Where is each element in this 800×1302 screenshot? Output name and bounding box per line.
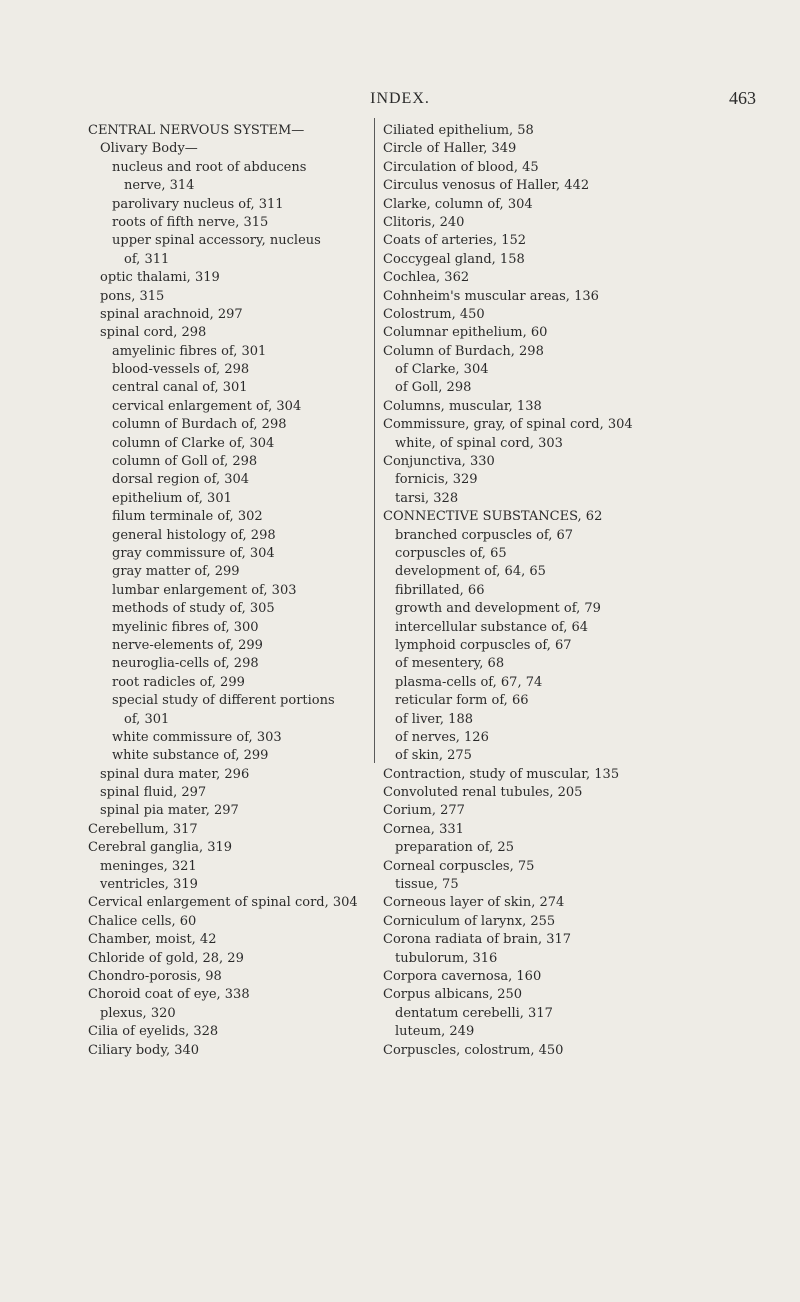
index-entry: neuroglia-cells of, 298 [112,656,259,672]
index-column-left [88,122,376,1060]
index-entry: Cilia of eyelids, 328 [88,1024,219,1040]
index-entry: spinal cord, 298 [100,325,207,341]
index-entry: plexus, 320 [100,1005,176,1021]
index-entry: development of, 64, 65 [395,564,546,580]
index-column-right [383,122,718,1060]
index-entry: column of Goll of, 298 [112,454,258,470]
index-entry: preparation of, 25 [395,840,514,856]
index-entry: of Clarke, 304 [395,362,489,378]
index-entry: Corium, 277 [383,803,465,819]
index-entry: Chalice cells, 60 [88,913,197,929]
index-entry: Cornea, 331 [383,821,464,837]
index-entry: of Goll, 298 [395,380,472,396]
index-entry: tubulorum, 316 [395,950,498,966]
index-entry: upper spinal accessory, nucleus [112,233,321,249]
index-entry: corpuscles of, 65 [395,545,507,561]
index-entry: Corneous layer of skin, 274 [383,895,565,911]
index-entry: Ciliary body, 340 [88,1042,200,1058]
index-entry: white substance of, 299 [112,748,269,764]
index-entry: Cochlea, 362 [383,270,470,286]
page-number: 463 [729,88,756,108]
index-entry: cervical enlargement of, 304 [112,398,302,414]
index-entry: CENTRAL NERVOUS SYSTEM— [88,123,305,138]
index-entry: dorsal region of, 304 [112,472,250,488]
index-entry: Commissure, gray, of spinal cord, 304 [383,417,633,433]
index-entry: Corpuscles, colostrum, 450 [383,1042,564,1058]
index-entry: growth and development of, 79 [395,601,601,617]
index-entry: reticular form of, 66 [395,693,529,709]
index-entry: Cerebral ganglia, 319 [88,840,233,856]
index-entry: nerve, 314 [124,178,195,194]
index-entry: Clitoris, 240 [383,214,465,230]
index-entry: fornicis, 329 [395,472,478,488]
index-entry: spinal fluid, 297 [100,785,207,801]
index-entry: Coats of arteries, 152 [383,233,527,249]
column-divider [374,118,375,763]
index-entry: filum terminale of, 302 [112,509,263,525]
index-entry: roots of fifth nerve, 315 [112,214,269,230]
index-entry: Convoluted renal tubules, 205 [383,785,583,801]
index-entry: branched corpuscles of, 67 [395,527,574,543]
index-entry: of liver, 188 [395,711,473,727]
index-entry: luteum, 249 [395,1024,475,1040]
index-entry: Corneal corpuscles, 75 [383,858,535,874]
index-entry: myelinic fibres of, 300 [112,619,259,635]
index-entry: spinal dura mater, 296 [100,766,250,782]
index-entry: of skin, 275 [395,748,472,764]
index-entry: amyelinic fibres of, 301 [112,343,267,359]
index-entry: Circulus venosus of Haller, 442 [383,178,590,194]
index-entry: of, 311 [124,251,170,267]
index-entry: central canal of, 301 [112,380,248,396]
index-entry: Corona radiata of brain, 317 [383,932,572,948]
index-entry: CONNECTIVE SUBSTANCES, 62 [383,509,603,525]
index-entry: column of Burdach of, 298 [112,417,287,433]
index-entry: Choroid coat of eye, 338 [88,987,250,1003]
index-entry: Chondro-porosis, 98 [88,968,222,984]
index-entry: spinal pia mater, 297 [100,803,239,819]
index-entry: parolivary nucleus of, 311 [112,196,284,212]
index-entry: Cohnheim's muscular areas, 136 [383,288,599,304]
index-entry: Clarke, column of, 304 [383,196,533,212]
index-entry: blood-vessels of, 298 [112,362,250,378]
index-entry: intercellular substance of, 64 [395,619,589,635]
index-entry: meninges, 321 [100,858,197,874]
index-entry: of nerves, 126 [395,729,489,745]
index-entry: Cervical enlargement of spinal cord, 304 [88,895,358,911]
index-entry: tissue, 75 [395,877,459,893]
index-entry: Conjunctiva, 330 [383,454,495,470]
index-entry: plasma-cells of, 67, 74 [395,674,543,690]
index-entry: lumbar enlargement of, 303 [112,582,297,598]
index-entry: Corpora cavernosa, 160 [383,968,542,984]
index-entry: Corpus albicans, 250 [383,987,523,1003]
index-entry: Coccygeal gland, 158 [383,251,525,267]
index-entry: optic thalami, 319 [100,270,220,286]
index-entry: general histology of, 298 [112,527,276,543]
index-entry: methods of study of, 305 [112,601,275,617]
index-entry: lymphoid corpuscles of, 67 [395,637,572,653]
index-entry: white, of spinal cord, 303 [395,435,563,451]
index-entry: Contraction, study of muscular, 135 [383,766,620,782]
index-entry: Corniculum of larynx, 255 [383,913,556,929]
index-entry: gray matter of, 299 [112,564,240,580]
index-entry: ventricles, 319 [100,877,198,893]
index-entry: Circle of Haller, 349 [383,141,517,157]
index-entry: dentatum cerebelli, 317 [395,1005,553,1021]
index-entry: pons, 315 [100,288,165,304]
index-entry: nerve-elements of, 299 [112,637,263,653]
page-header-title: INDEX. [370,90,430,107]
index-entry: gray commissure of, 304 [112,545,275,561]
index-entry: special study of different portions [112,693,335,709]
index-entry: Colostrum, 450 [383,306,485,322]
index-entry: white commissure of, 303 [112,729,282,745]
index-entry: epithelium of, 301 [112,490,232,506]
index-entry: nucleus and root of abducens [112,159,307,175]
index-entry: of, 301 [124,711,170,727]
index-entry: Ciliated epithelium, 58 [383,123,534,138]
index-entry: column of Clarke of, 304 [112,435,275,451]
index-entry: Column of Burdach, 298 [383,343,544,359]
index-entry: fibrillated, 66 [395,582,485,598]
index-entry: of mesentery, 68 [395,656,505,672]
index-entry: Chamber, moist, 42 [88,932,217,948]
index-entry: Circulation of blood, 45 [383,159,539,175]
index-entry: Cerebellum, 317 [88,821,198,837]
index-entry: spinal arachnoid, 297 [100,306,243,322]
index-entry: root radicles of, 299 [112,674,245,690]
index-entry: Olivary Body— [100,141,198,157]
index-entry: Columns, muscular, 138 [383,398,542,414]
index-entry: tarsi, 328 [395,490,459,506]
index-entry: Columnar epithelium, 60 [383,325,548,341]
index-entry: Chloride of gold, 28, 29 [88,950,244,966]
